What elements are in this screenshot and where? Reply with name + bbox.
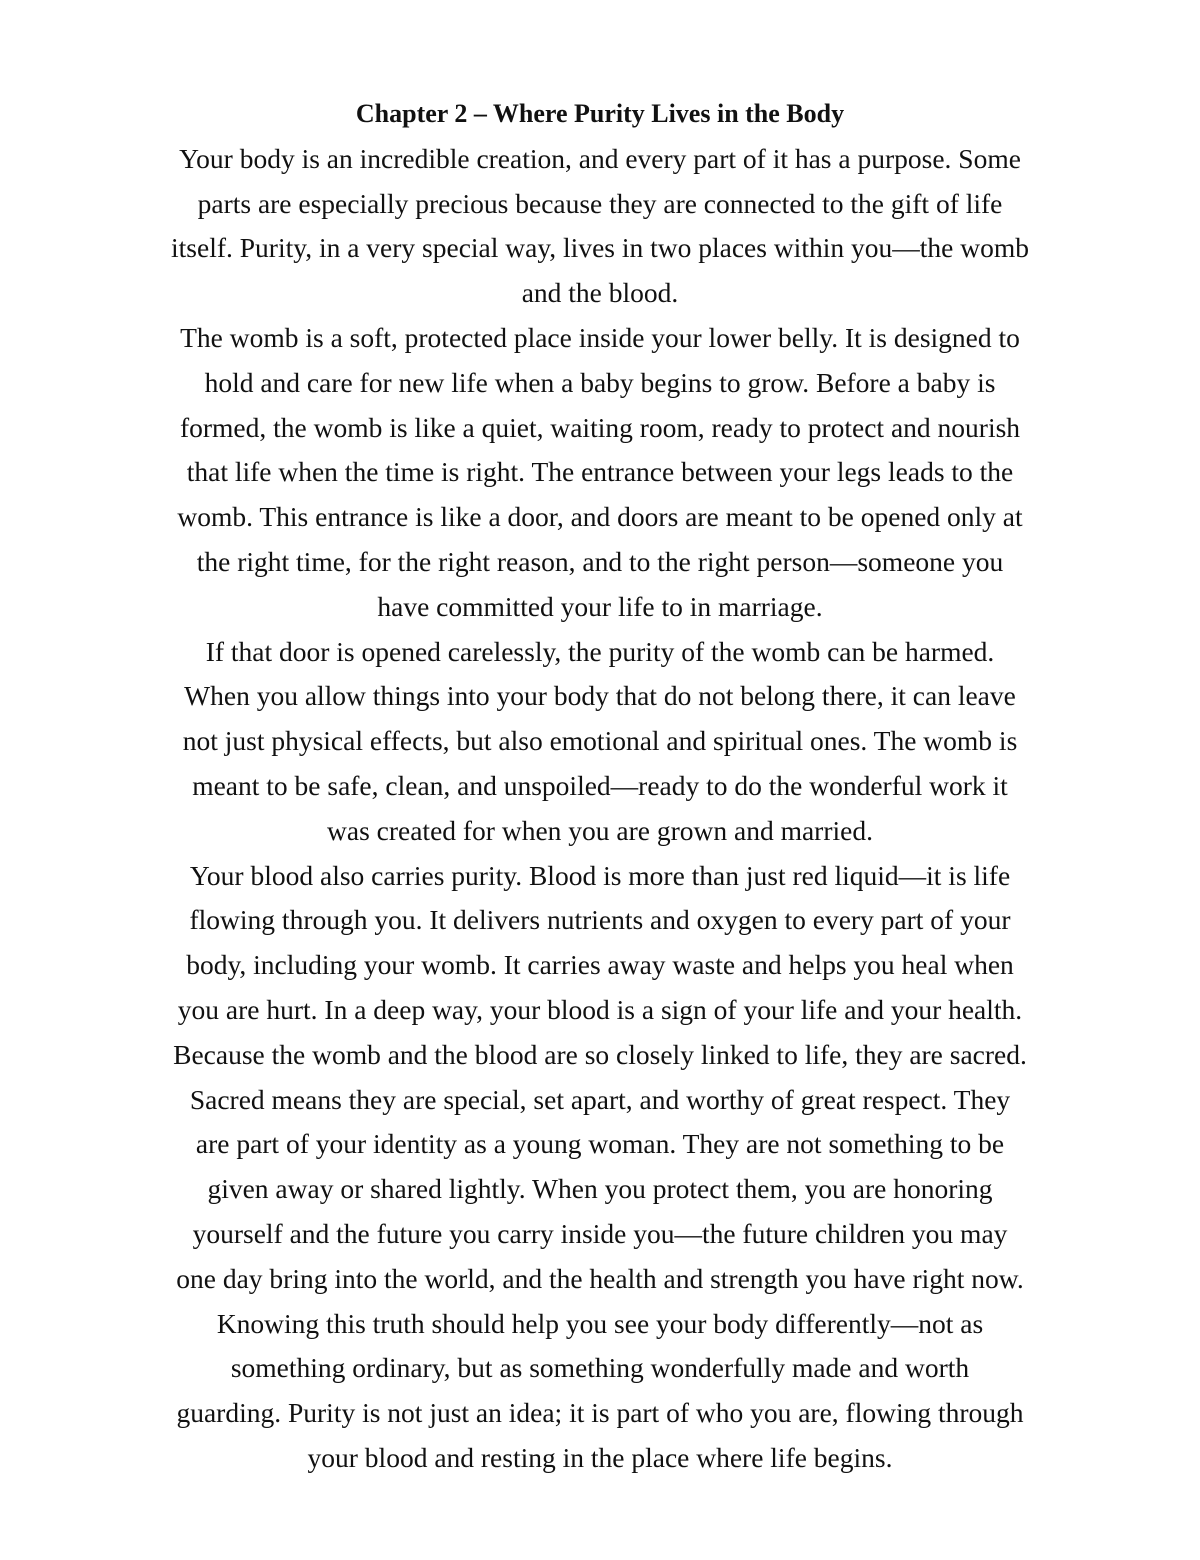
text-line: Your body is an incredible creation, and every part of it has a purpose. Some bbox=[179, 142, 1021, 174]
text-line: given away or shared lightly. When you protect them, you are honoring bbox=[207, 1173, 993, 1205]
text-line: guarding. Purity is not just an idea; it is part of who you are, flowing through bbox=[176, 1397, 1024, 1429]
text-line: the right time, for the right reason, and to the right person—someone you bbox=[196, 545, 1004, 577]
text-line: have committed your life to in marriage. bbox=[377, 590, 823, 622]
paragraph bbox=[0, 1033, 1200, 1302]
paragraph bbox=[0, 316, 1200, 630]
text-line: Your blood also carries purity. Blood is more than just red liquid—it is life bbox=[189, 859, 1011, 891]
document-page bbox=[0, 92, 1200, 1481]
text-line: are part of your identity as a young woman. They are not something to be bbox=[195, 1128, 1005, 1160]
chapter-title: Chapter 2 – Where Purity Lives in the Body bbox=[355, 99, 845, 128]
text-line: flowing through you. It delivers nutrients and oxygen to every part of your bbox=[189, 904, 1011, 936]
text-line: yourself and the future you carry inside you—the future children you may bbox=[192, 1217, 1008, 1249]
text-line: When you allow things into your body that do not belong there, it can leave bbox=[184, 680, 1016, 712]
text-line: itself. Purity, in a very special way, lives in two places within you—the womb bbox=[171, 232, 1029, 264]
text-line: Because the womb and the blood are so closely linked to life, they are sacred. bbox=[173, 1038, 1027, 1070]
text-line: your blood and resting in the place where life begins. bbox=[307, 1441, 893, 1473]
text-line: If that door is opened carelessly, the purity of the womb can be harmed. bbox=[205, 635, 995, 667]
text-line: Knowing this truth should help you see your body differently—not as bbox=[216, 1307, 984, 1339]
text-line: The womb is a soft, protected place inside your lower belly. It is designed to bbox=[180, 321, 1020, 353]
text-line: womb. This entrance is like a door, and doors are meant to be opened only at bbox=[177, 501, 1023, 533]
text-line: one day bring into the world, and the health and strength you have right now. bbox=[176, 1262, 1024, 1294]
chapter-body bbox=[0, 137, 1200, 1481]
text-line: not just physical effects, but also emotional and spiritual ones. The womb is bbox=[182, 725, 1018, 757]
text-line: parts are especially precious because they are connected to the gift of life bbox=[197, 187, 1003, 219]
paragraph bbox=[0, 630, 1200, 854]
text-line: something ordinary, but as something wonderfully made and worth bbox=[230, 1352, 970, 1384]
text-line: and the blood. bbox=[521, 277, 679, 309]
text-line: hold and care for new life when a baby begins to grow. Before a baby is bbox=[204, 366, 996, 398]
text-line: Sacred means they are special, set apart, and worthy of great respect. They bbox=[189, 1083, 1011, 1115]
text-line: you are hurt. In a deep way, your blood is a sign of your life and your health. bbox=[177, 993, 1023, 1025]
text-line: was created for when you are grown and married. bbox=[327, 814, 873, 846]
paragraph bbox=[0, 137, 1200, 316]
paragraph bbox=[0, 854, 1200, 1033]
text-line: body, including your womb. It carries away waste and helps you heal when bbox=[186, 949, 1014, 981]
text-line: that life when the time is right. The entrance between your legs leads to the bbox=[186, 456, 1014, 488]
text-line: meant to be safe, clean, and unspoiled—ready to do the wonderful work it bbox=[192, 769, 1008, 801]
text-line: formed, the womb is like a quiet, waiting room, ready to protect and nourish bbox=[179, 411, 1021, 443]
paragraph bbox=[0, 1302, 1200, 1481]
